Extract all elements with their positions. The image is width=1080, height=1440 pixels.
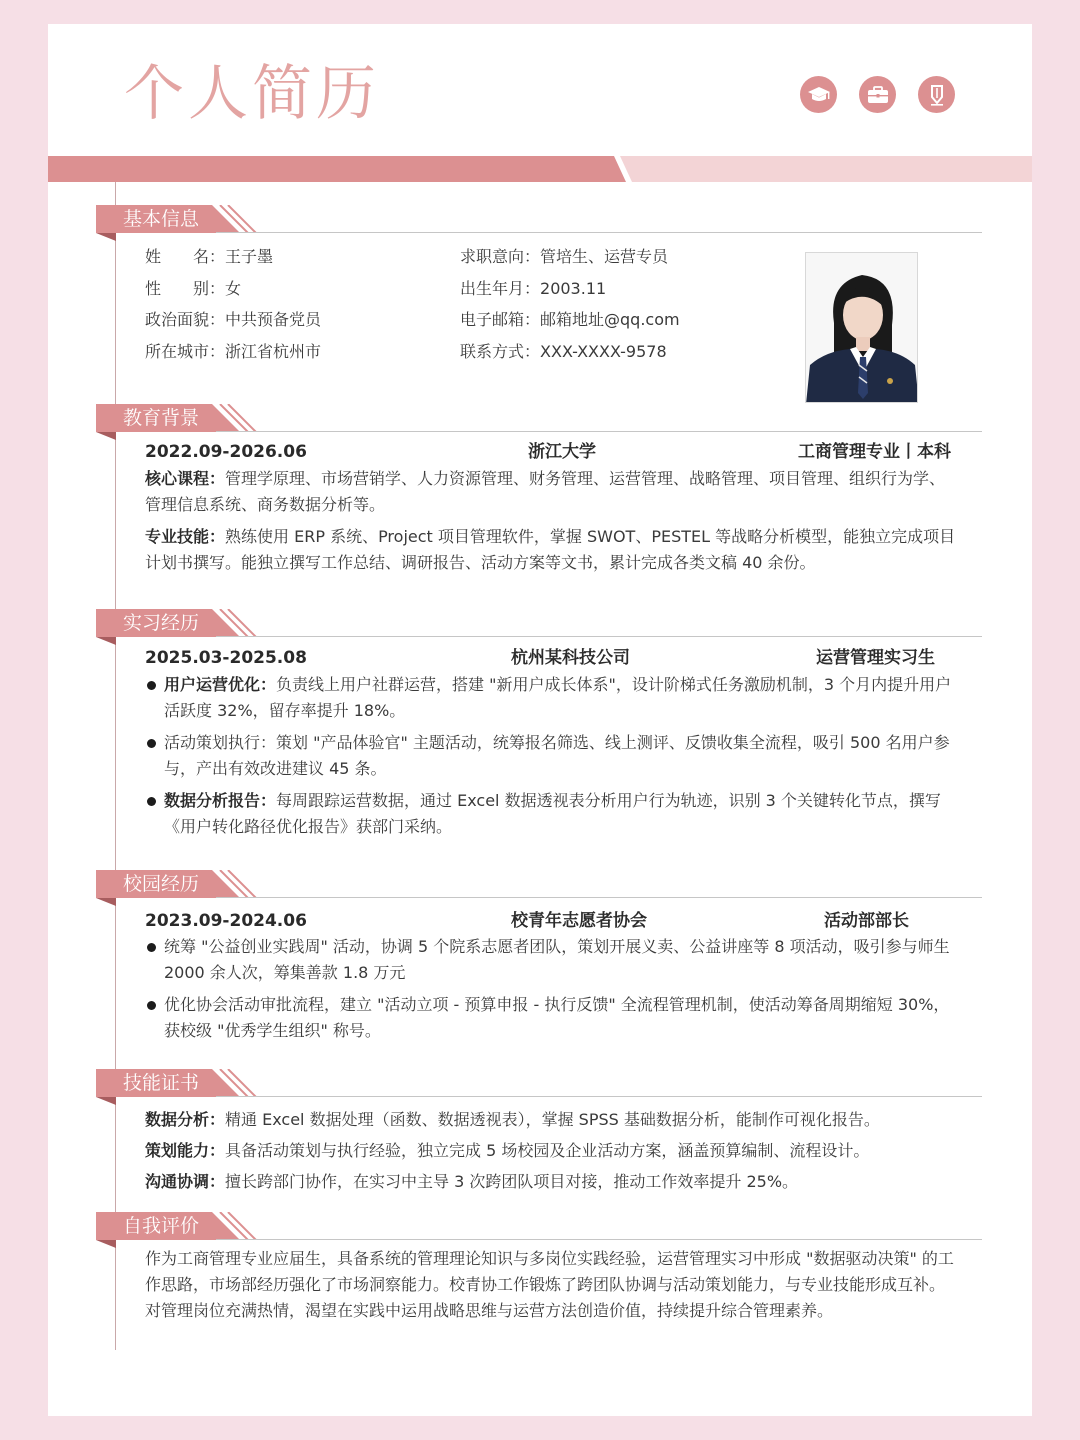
name-row bbox=[145, 244, 273, 270]
section-header-campus bbox=[96, 870, 982, 910]
internship-company: 杭州某科技公司 bbox=[511, 648, 630, 668]
item-text: 负责线上用户社群运营，搭建 "新用户成长体系"，设计阶梯式任务激励机制，3 个月内提升用户活跃度 32%，留存率提升 18%。 bbox=[164, 675, 952, 720]
birth-label: 出生年月： bbox=[460, 279, 541, 298]
birth-value: 2003.11 bbox=[540, 279, 607, 298]
skill-text: 具备活动策划与执行经验，独立完成 5 场校园及企业活动方案，涵盖预算编制、流程设计。 bbox=[225, 1141, 870, 1160]
education-school: 浙江大学 bbox=[528, 442, 596, 462]
education-major: 工商管理专业丨本科 bbox=[798, 442, 951, 462]
politics-label: 政治面貌： bbox=[145, 310, 226, 329]
section-title: 自我评价 bbox=[123, 1215, 200, 1237]
section-fold bbox=[96, 637, 116, 645]
politics-value: 中共预备党员 bbox=[225, 310, 322, 329]
section-header-basic bbox=[96, 205, 982, 245]
phone-label: 联系方式： bbox=[460, 342, 541, 361]
self-eval-text: 作为工商管理专业应届生，具备系统的管理理论知识与多岗位实践经验，运营管理实习中形成 "数据驱动决策" 的工作思路，市场部经历强化了市场洞察能力。校青协工作锻炼了跨团队协调与活动策划能力，与专业技能形成互补。对管理岗位充满热情，渴望在实践中运用战略思维与运营方法创造价值，持续提升综合管理素养。 bbox=[145, 1249, 954, 1320]
phone-row bbox=[460, 339, 667, 365]
briefcase-icon bbox=[859, 76, 896, 113]
header-icons bbox=[800, 76, 955, 113]
skill-item bbox=[145, 1107, 960, 1133]
skill-label: 数据分析： bbox=[145, 1110, 226, 1129]
phone-value: XXX-XXXX-9578 bbox=[540, 342, 667, 361]
politics-row bbox=[145, 307, 321, 333]
profile-photo bbox=[805, 252, 918, 403]
section-fold bbox=[96, 898, 116, 906]
courses-text: 管理学原理、市场营销学、人力资源管理、财务管理、运营管理、战略管理、项目管理、组织行为学、管理信息系统、商务数据分析等。 bbox=[145, 469, 946, 514]
skill-text: 精通 Excel 数据处理（函数、数据透视表），掌握 SPSS 基础数据分析，能制作可视化报告。 bbox=[225, 1110, 880, 1129]
list-item bbox=[145, 672, 960, 724]
email-label: 电子邮箱： bbox=[460, 310, 541, 329]
intent-value: 管培生、运营专员 bbox=[540, 247, 669, 266]
section-title: 基本信息 bbox=[123, 208, 200, 230]
list-item: 优化协会活动审批流程，建立 "活动立项 - 预算申报 - 执行反馈" 全流程管理机制，使活动筹备周期缩短 30%，获校级 "优秀学生组织" 称号。 bbox=[145, 992, 960, 1044]
section-title: 教育背景 bbox=[123, 407, 200, 429]
section-divider bbox=[216, 1239, 982, 1240]
city-label: 所在城市： bbox=[145, 342, 226, 361]
list-item bbox=[145, 730, 960, 782]
internship-date: 2025.03-2025.08 bbox=[145, 648, 307, 668]
list-item bbox=[145, 788, 960, 840]
skill-item bbox=[145, 1169, 960, 1195]
section-fold bbox=[96, 432, 116, 440]
email-row bbox=[460, 307, 680, 333]
item-text: 每周跟踪运营数据，通过 Excel 数据透视表分析用户行为轨迹，识别 3 个关键转化节点，撰写《用户转化路径优化报告》获部门采纳。 bbox=[164, 791, 941, 836]
email-value: 邮箱地址@qq.com bbox=[540, 310, 680, 329]
name-label: 姓 名： bbox=[145, 247, 226, 266]
section-divider bbox=[216, 1096, 982, 1097]
resume-page bbox=[48, 24, 1032, 1416]
section-fold bbox=[96, 1097, 116, 1105]
gender-row bbox=[145, 276, 241, 302]
section-divider bbox=[216, 232, 982, 233]
internship-role: 运营管理实习生 bbox=[816, 648, 935, 668]
intent-label: 求职意向： bbox=[460, 247, 541, 266]
page-title: 个人简历 bbox=[124, 59, 380, 129]
pen-icon bbox=[918, 76, 955, 113]
section-title: 校园经历 bbox=[123, 873, 200, 895]
header-band bbox=[48, 156, 1032, 182]
skill-item bbox=[145, 1138, 960, 1164]
campus-role: 活动部部长 bbox=[824, 911, 909, 931]
item-text: 活动策划执行：策划 "产品体验官" 主题活动，统筹报名筛选、线上测评、反馈收集全流程，吸引 500 名用户参与，产出有效改进建议 45 条。 bbox=[164, 733, 950, 778]
section-fold bbox=[96, 233, 116, 241]
birth-row bbox=[460, 276, 606, 302]
education-courses bbox=[145, 466, 960, 518]
timeline-line bbox=[115, 182, 116, 1350]
city-row bbox=[145, 339, 321, 365]
gender-value: 女 bbox=[225, 279, 242, 298]
section-header-internship bbox=[96, 609, 982, 649]
item-label: 用户运营优化： bbox=[164, 675, 277, 694]
campus-org: 校青年志愿者协会 bbox=[511, 911, 647, 931]
graduation-cap-icon bbox=[800, 76, 837, 113]
intent-row bbox=[460, 244, 668, 270]
skills-label: 专业技能： bbox=[145, 527, 226, 546]
courses-label: 核心课程： bbox=[145, 469, 226, 488]
education-skills bbox=[145, 524, 960, 576]
section-divider bbox=[216, 897, 982, 898]
section-title: 实习经历 bbox=[123, 612, 200, 634]
skill-text: 擅长跨部门协作，在实习中主导 3 次跨团队项目对接，推动工作效率提升 25%。 bbox=[225, 1172, 799, 1191]
city-value: 浙江省杭州市 bbox=[225, 342, 322, 361]
section-divider bbox=[216, 431, 982, 432]
list-item: 统筹 "公益创业实践周" 活动，协调 5 个院系志愿者团队，策划开展义卖、公益讲座等 8 项活动，吸引参与师生 2000 余人次，筹集善款 1.8 万元 bbox=[145, 934, 960, 986]
gender-label: 性 别： bbox=[145, 279, 226, 298]
section-header-skills bbox=[96, 1069, 982, 1109]
section-header-education bbox=[96, 404, 982, 444]
item-label: 数据分析报告： bbox=[164, 791, 277, 810]
campus-date: 2023.09-2024.06 bbox=[145, 911, 307, 931]
skill-label: 策划能力： bbox=[145, 1141, 226, 1160]
skill-label: 沟通协调： bbox=[145, 1172, 226, 1191]
section-fold bbox=[96, 1240, 116, 1248]
skills-text: 熟练使用 ERP 系统、Project 项目管理软件，掌握 SWOT、PESTEL 等战略分析模型，能独立完成项目计划书撰写。能独立撰写工作总结、调研报告、活动方案等文书，累计完成各类文稿 40 余份。 bbox=[145, 527, 956, 572]
section-divider bbox=[216, 636, 982, 637]
education-date: 2022.09-2026.06 bbox=[145, 442, 307, 462]
section-title: 技能证书 bbox=[123, 1072, 200, 1094]
name-value: 王子墨 bbox=[225, 247, 274, 266]
